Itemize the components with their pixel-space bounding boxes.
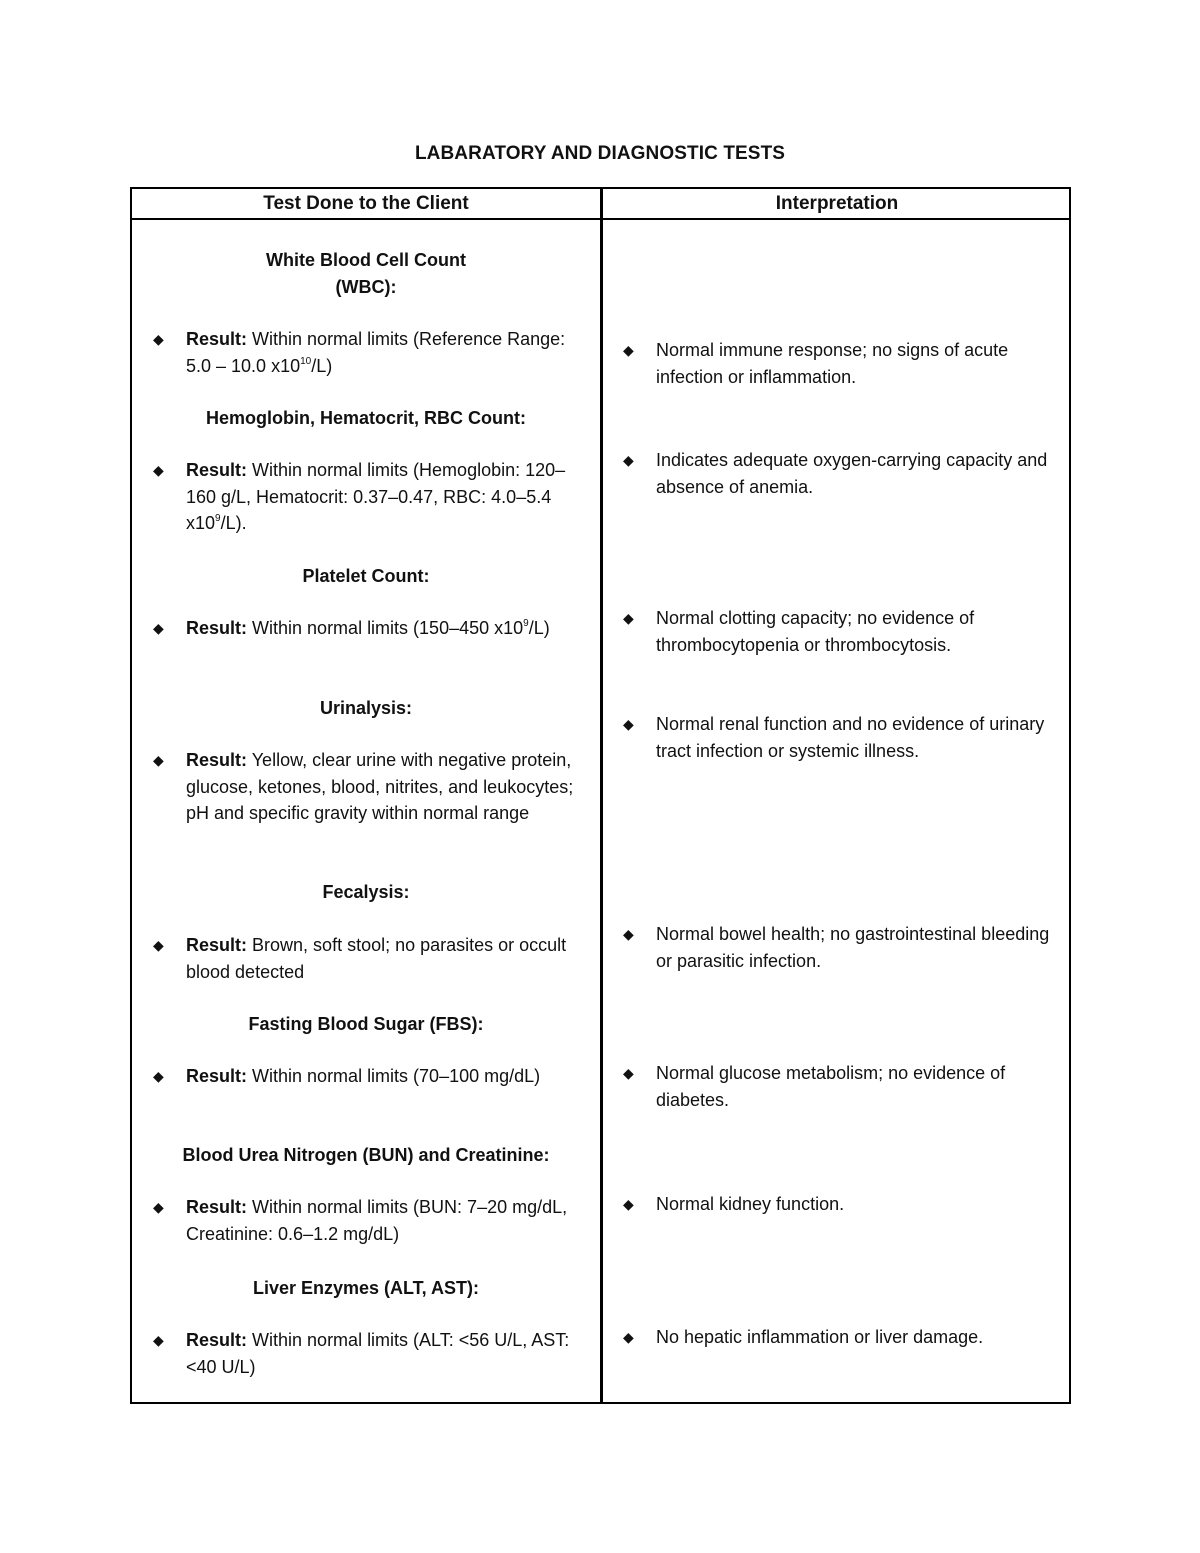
bullet-icon: ◆	[623, 926, 634, 942]
result-fbs: ◆ Result: Within normal limits (70–100 mg/dL)	[186, 1063, 581, 1090]
bullet-icon: ◆	[623, 1329, 634, 1345]
test-title-hemoglobin: Hemoglobin, Hematocrit, RBC Count:	[206, 408, 526, 428]
interpretation-fecalysis: ◆ Normal bowel health; no gastrointestinal bleeding or parasitic infection.	[656, 921, 1051, 974]
lab-tests-table	[130, 187, 1071, 1404]
test-title-fbs: Fasting Blood Sugar (FBS):	[248, 1014, 484, 1034]
interpretation-bun-creatinine: ◆ Normal kidney function.	[656, 1191, 1051, 1218]
bullet-icon: ◆	[153, 1068, 164, 1084]
test-title-bun-creatinine: Blood Urea Nitrogen (BUN) and Creatinine:	[182, 1145, 550, 1165]
result-urinalysis: ◆ Result: Yellow, clear urine with negative protein, glucose, ketones, blood, nitrites, and leukocytes; pH and specific gravity within normal range	[186, 747, 581, 827]
bullet-icon: ◆	[153, 1199, 164, 1215]
result-liver-enzymes: ◆ Result: Within normal limits (ALT: <56 U/L, AST: <40 U/L)	[186, 1327, 581, 1380]
bullet-icon: ◆	[623, 342, 634, 358]
test-title-platelet: Platelet Count:	[302, 566, 430, 586]
test-title-urinalysis: Urinalysis:	[319, 698, 413, 718]
result-hemoglobin: ◆ Result: Within normal limits (Hemoglobin: 120–160 g/L, Hematocrit: 0.37–0.47, RBC: 4.0–5.4 $x10^9/L$).	[186, 457, 581, 537]
interpretation-fbs: ◆ Normal glucose metabolism; no evidence of diabetes.	[656, 1060, 1051, 1113]
header-test-done: Test Done to the Client	[263, 193, 469, 214]
result-bun-creatinine: ◆ Result: Within normal limits (BUN: 7–20 mg/dL, Creatinine: 0.6–1.2 mg/dL)	[186, 1194, 581, 1247]
bullet-icon: ◆	[153, 331, 164, 347]
bullet-icon: ◆	[153, 1332, 164, 1348]
bullet-icon: ◆	[623, 1196, 634, 1212]
test-title-fecalysis: Fecalysis:	[322, 882, 410, 902]
interpretation-wbc: ◆ Normal immune response; no signs of acute infection or inflammation.	[656, 337, 1051, 390]
result-platelet: ◆ Result: Within normal limits (150–450 $x10^9/L$)	[186, 615, 581, 642]
bullet-icon: ◆	[153, 752, 164, 768]
result-wbc: ◆ Result: Within normal limits (Reference Range: 5.0 – 10.0 $x10^{10}/L$)	[186, 326, 581, 379]
bullet-icon: ◆	[623, 1065, 634, 1081]
bullet-icon: ◆	[623, 452, 634, 468]
bullet-icon: ◆	[153, 937, 164, 953]
interpretation-hemoglobin: ◆ Indicates adequate oxygen-carrying capacity and absence of anemia.	[656, 447, 1051, 500]
test-title-wbc: White Blood Cell Count (WBC):	[266, 250, 466, 297]
document-title: LABARATORY AND DIAGNOSTIC TESTS	[414, 143, 786, 164]
interpretation-urinalysis: ◆ Normal renal function and no evidence of urinary tract infection or systemic illness.	[656, 711, 1051, 764]
column-divider	[600, 189, 603, 1402]
bullet-icon: ◆	[623, 716, 634, 732]
bullet-icon: ◆	[623, 610, 634, 626]
test-title-liver-enzymes: Liver Enzymes (ALT, AST):	[252, 1278, 480, 1298]
interpretation-platelet: ◆ Normal clotting capacity; no evidence of thrombocytopenia or thrombocytosis.	[656, 605, 1051, 658]
bullet-icon: ◆	[153, 620, 164, 636]
bullet-icon: ◆	[153, 462, 164, 478]
header-interpretation: Interpretation	[775, 193, 899, 214]
interpretation-liver-enzymes: ◆ No hepatic inflammation or liver damage.	[656, 1324, 1051, 1351]
result-fecalysis: ◆ Result: Brown, soft stool; no parasites or occult blood detected	[186, 932, 581, 985]
